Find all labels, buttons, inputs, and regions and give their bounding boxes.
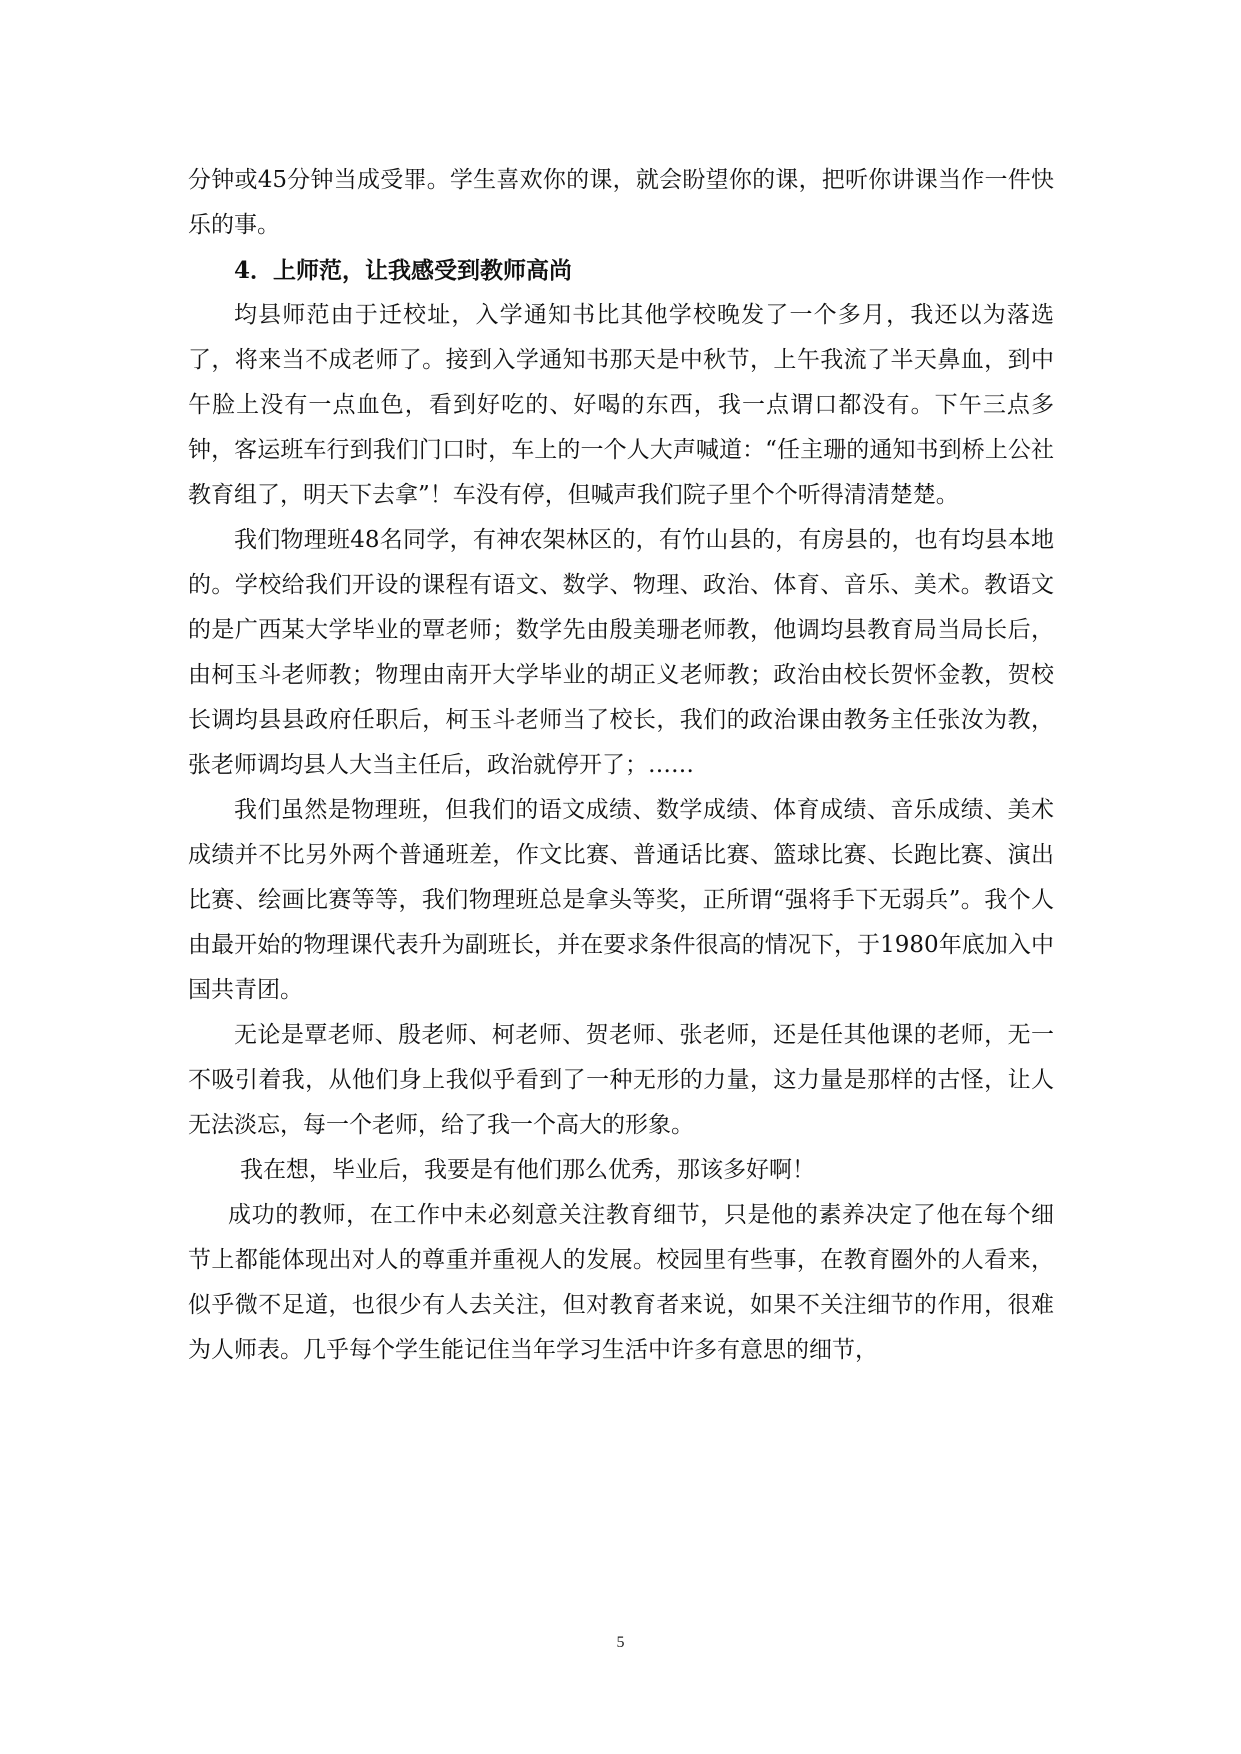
paragraph-admission-notice: 均县师范由于迁校址，入学通知书比其他学校晚发了一个多月，我还以为落选了，将来当不成老师了。接到入学通知书那天是中秋节，上午我流了半天鼻血，到中午脸上没有一点血色，看到好吃的、好喝的东西，我一点谓口都没有。下午三点多钟，客运班车行到我们门口时，车上的一个人大声喊道：“任主珊的通知书到桥上公社教育组了，明天下去拿”！车没有停，但喊声我们院子里个个听得清清楚楚。 — [188, 302, 1054, 508]
paragraph-teachers-influence: 无论是覃老师、殷老师、柯老师、贺老师、张老师，还是任其他课的老师，无一不吸引着我，从他们身上我似乎看到了一种无形的力量，这力量是那样的古怪，让人无法淡忘，每一个老师，给了我一个高大的形象。 — [188, 1022, 1054, 1138]
paragraph-continuation: 分钟或45分钟当成受罪。学生喜欢你的课，就会盼望你的课，把听你讲课当作一件快乐的事。 — [188, 167, 1054, 238]
body-text — [188, 158, 1054, 1373]
paragraph-aspiration: 我在想，毕业后，我要是有他们那么优秀，那该多好啊！ — [240, 1157, 815, 1183]
page-number: 5 — [616, 1634, 625, 1651]
paragraph-successful-teacher: 成功的教师，在工作中未必刻意关注教育细节，只是他的素养决定了他在每个细节上都能体现出对人的尊重并重视人的发展。校园里有些事，在教育圈外的人看来，似乎微不足道，也很少有人去关注，但对教育者来说，如果不关注细节的作用，很难为人师表。几乎每个学生能记住当年学习生活中许多有意思的细节， — [188, 1202, 1054, 1363]
section-heading: 4．上师范，让我感受到教师高尚 — [234, 257, 573, 284]
paragraph-class-achievements: 我们虽然是物理班，但我们的语文成绩、数学成绩、体育成绩、音乐成绩、美术成绩并不比另外两个普通班差，作文比赛、普通话比赛、篮球比赛、长跑比赛、演出比赛、绘画比赛等等，我们物理班总是拿头等奖，正所谓“强将手下无弱兵”。我个人由最开始的物理课代表升为副班长，并在要求条件很高的情况下，于1980年底加入中国共青团。 — [188, 797, 1054, 1003]
paragraph-physics-class: 我们物理班48名同学，有神农架林区的，有竹山县的，有房县的，也有均县本地的。学校给我们开设的课程有语文、数学、物理、政治、体育、音乐、美术。教语文的是广西某大学毕业的覃老师；数学先由殷美珊老师教，他调均县教育局当局长后，由柯玉斗老师教；物理由南开大学毕业的胡正义老师教；政治由校长贺怀金教，贺校长调均县县政府任职后，柯玉斗老师当了校长，我们的政治课由教务主任张汝为教，张老师调均县人大当主任后，政治就停开了；…… — [188, 527, 1054, 778]
